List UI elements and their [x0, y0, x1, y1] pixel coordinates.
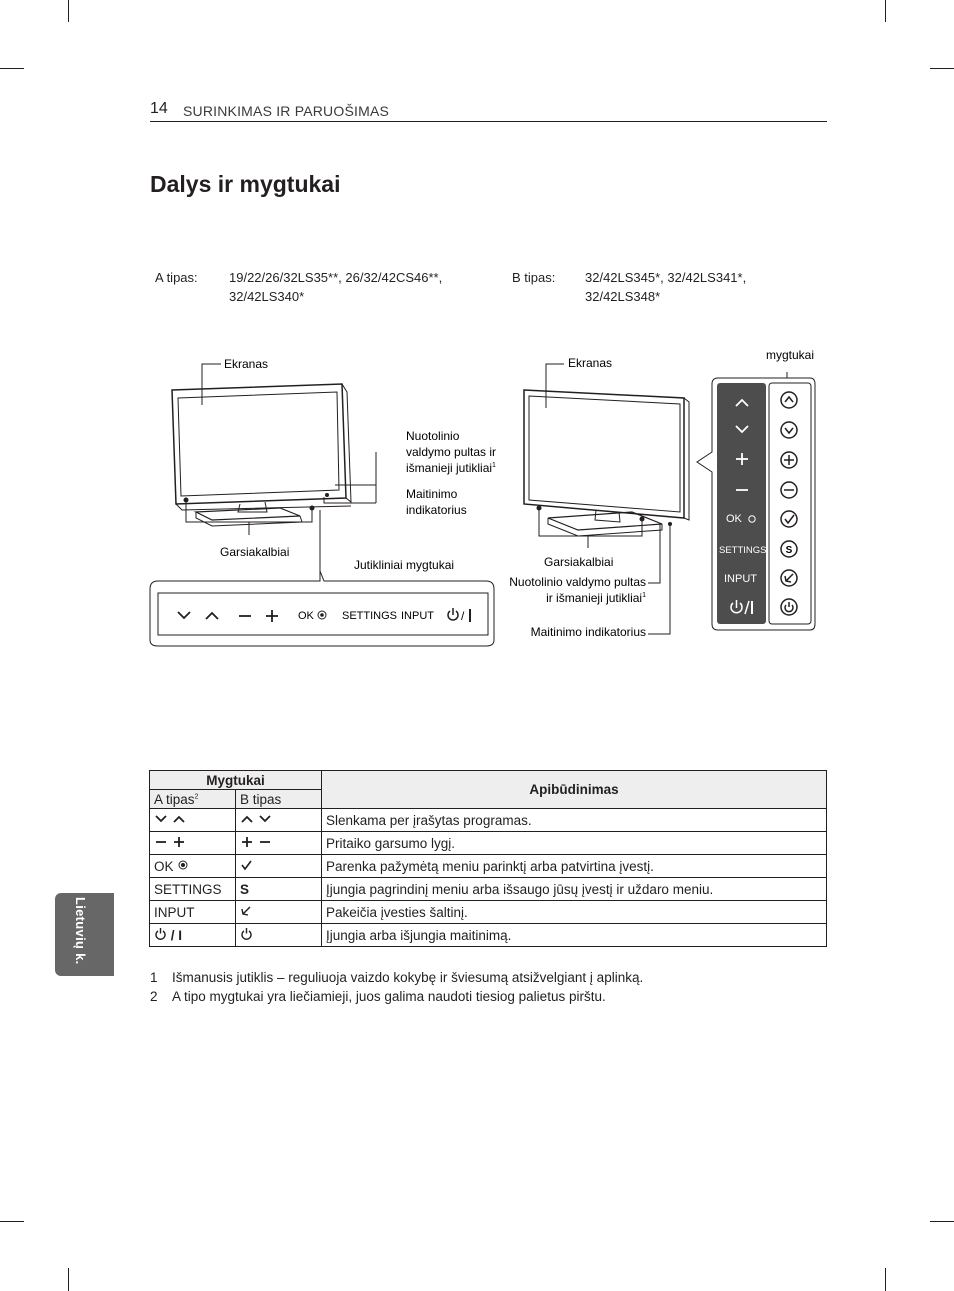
row-description: Pritaiko garsumo lygį. [322, 832, 827, 855]
buttons-table [149, 770, 827, 947]
table-cell [150, 832, 236, 855]
model-b-label: B tipas: [512, 270, 556, 285]
label-touch-buttons: Jutikliniai mygtukai [354, 558, 455, 572]
power-indicator-mark [668, 522, 672, 526]
label-power-b: Maitinimo indikatorius [530, 625, 646, 639]
speaker-mark [310, 506, 315, 511]
power-icon [240, 927, 253, 940]
label-remote-b2: ir išmanieji jutikliai$^1$ [546, 591, 646, 605]
col-header-b: B tipas [236, 790, 322, 809]
chevron-down-icon [178, 612, 190, 618]
chevron-up-icon [206, 613, 218, 619]
label-remote-b1: Nuotolinio valdymo pultas [509, 575, 646, 589]
crop-mark [930, 68, 954, 69]
row-description: Įjungia arba išjungia maitinimą. [322, 924, 827, 947]
language-tab: Lietuvių k. [55, 893, 114, 976]
table-cell [236, 901, 322, 924]
strip-settings-label: SETTINGS [342, 610, 398, 622]
panel-input-label: INPUT [724, 573, 757, 585]
table-cell [150, 809, 236, 832]
col-header-desc: Apibūdinimas [322, 771, 827, 809]
power-icon [154, 927, 167, 940]
diagram-type-b [500, 340, 825, 645]
front-button-panel [717, 383, 766, 624]
table-row [150, 855, 827, 878]
label-remote-a3: išmanieji jutikliai$^1$ [406, 461, 496, 475]
side-button-panel [769, 383, 811, 624]
table-row [150, 901, 827, 924]
panel-ok-label: OK [726, 513, 742, 525]
model-b-list [585, 268, 746, 306]
check-icon [240, 859, 254, 871]
row-description: Slenkama per įrašytas programas. [322, 809, 827, 832]
tv-illustration-a [172, 384, 351, 526]
model-a-line2: 32/42LS340* [229, 289, 305, 304]
section-title: SURINKIMAS IR PARUOŠIMAS [183, 103, 390, 119]
label-screen-b: Ekranas [568, 356, 613, 370]
svg-text:/: / [461, 609, 465, 623]
model-a-line1: 19/22/26/32LS35**, 26/32/42CS46**, [229, 270, 443, 285]
table-cell [236, 832, 322, 855]
col-header-buttons: Mygtukai [150, 771, 322, 790]
input-arrow-icon [240, 905, 252, 917]
page-number: 14 [150, 100, 168, 117]
crop-mark [0, 68, 24, 69]
col-header-a: A tipas$^2$ [150, 790, 236, 809]
label-screen-a: Ekranas [224, 357, 269, 371]
header-rule [150, 121, 827, 122]
model-b-line2: 32/42LS348* [585, 289, 661, 304]
crop-mark [885, 0, 886, 22]
speaker-mark [537, 506, 542, 511]
label-speakers-a: Garsiakalbiai [220, 545, 290, 559]
power-indicator-mark [325, 493, 329, 497]
panel-settings-label: SETTINGS [719, 545, 767, 556]
row-description: Parenka pažymėtą meniu parinktį arba patvirtina įvestį. [322, 855, 827, 878]
table-cell: SETTINGS [150, 878, 236, 901]
strip-input-label: INPUT [401, 610, 434, 622]
crop-mark [0, 1221, 24, 1222]
table-cell: OK [150, 855, 236, 878]
table-cell [236, 924, 322, 947]
diagram-type-a [140, 340, 520, 660]
label-speakers-b: Garsiakalbiai [544, 555, 614, 569]
label-power-a1: Maitinimo [406, 487, 458, 501]
speaker-mark [184, 498, 189, 503]
page-title: Dalys ir mygtukai [150, 171, 341, 197]
label-buttons-b: mygtukai [766, 348, 815, 362]
model-b-line1: 32/42LS345*, 32/42LS341*, [585, 270, 747, 285]
svg-text:S: S [785, 545, 793, 556]
model-a-label: A tipas: [155, 270, 198, 285]
minus-plus-icon [154, 836, 188, 848]
label-power-a2: indikatorius [406, 503, 467, 517]
tv-illustration-b [524, 390, 689, 536]
plus-minus-icon [240, 836, 274, 848]
footnote-2: 2 A tipo mygtukai yra liečiamieji, juos galima naudoti tiesiog palietus pirštu. [150, 989, 606, 1004]
crop-mark [68, 1268, 69, 1291]
table-cell: INPUT [150, 901, 236, 924]
table-row [150, 809, 827, 832]
crop-mark [68, 0, 69, 22]
table-row [150, 878, 827, 901]
table-cell: S [236, 878, 322, 901]
footnote-1: 1 Išmanusis jutiklis – reguliuoja vaizdo kokybę ir šviesumą atsižvelgiant į aplinką. [150, 970, 644, 985]
strip-ok-label: OK [298, 610, 314, 622]
up-down-icon [240, 813, 274, 825]
label-remote-a1: Nuotolinio [406, 429, 460, 443]
table-cell [236, 855, 322, 878]
crop-mark [885, 1268, 886, 1291]
power-icon [448, 608, 458, 620]
speaker-mark [640, 517, 645, 522]
label-remote-a2: valdymo pultas ir [406, 445, 497, 459]
ok-dot-icon [177, 859, 189, 871]
down-up-icon [154, 813, 188, 825]
table-cell [236, 809, 322, 832]
row-description: Pakeičia įvesties šaltinį. [322, 901, 827, 924]
table-cell: / I [150, 924, 236, 947]
row-description: Įjungia pagrindinį meniu arba išsaugo jūsų įvestį ir uždaro meniu. [322, 878, 827, 901]
crop-mark [930, 1221, 954, 1222]
table-row [150, 924, 827, 947]
table-row [150, 832, 827, 855]
model-a-list [229, 268, 442, 306]
